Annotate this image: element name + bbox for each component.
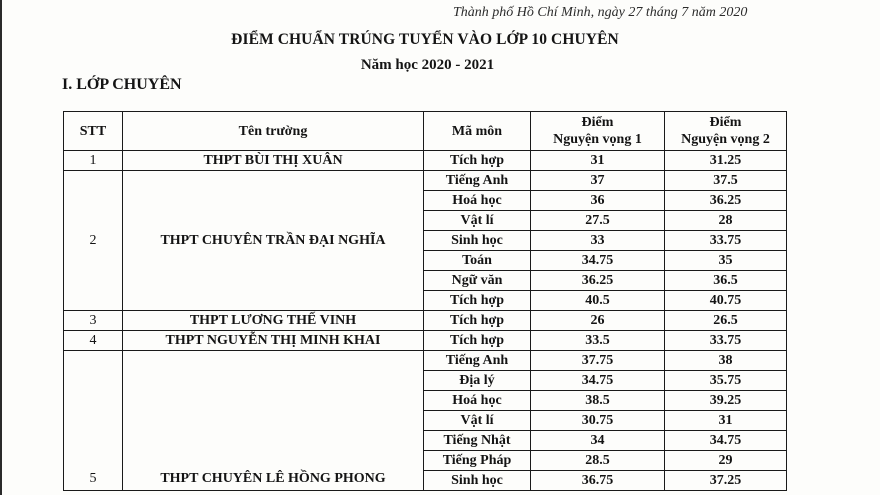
subject-cell: Ngữ văn	[424, 271, 531, 291]
scan-edge-line	[0, 0, 2, 495]
nv1-score-cell: 34.75	[531, 371, 665, 391]
subject-cell: Tích hợp	[424, 151, 531, 171]
header-school: Tên trường	[123, 112, 424, 151]
nv2-score-cell: 37.25	[665, 471, 787, 491]
nv2-score-cell: 33.75	[665, 231, 787, 251]
nv1-score-cell: 36	[531, 191, 665, 211]
nv1-score-cell: 33.5	[531, 331, 665, 351]
nv2-score-cell: 26.5	[665, 311, 787, 331]
stt-cell: 3	[64, 311, 123, 331]
school-name-cell: THPT CHUYÊN TRẦN ĐẠI NGHĨA	[123, 171, 424, 311]
table-row	[64, 351, 787, 371]
table-row	[64, 171, 787, 191]
nv2-score-cell: 36.25	[665, 191, 787, 211]
header-subject: Mã môn	[424, 112, 531, 151]
nv1-score-cell: 30.75	[531, 411, 665, 431]
subject-cell: Hoá học	[424, 391, 531, 411]
nv1-score-cell: 37.75	[531, 351, 665, 371]
subject-cell: Tiếng Anh	[424, 351, 531, 371]
header-nv1-line2: Nguyện vọng 1	[553, 132, 642, 147]
nv2-score-cell: 40.75	[665, 291, 787, 311]
nv2-score-cell: 36.5	[665, 271, 787, 291]
school-year	[0, 57, 880, 74]
nv1-score-cell: 37	[531, 171, 665, 191]
school-name-cell: THPT LƯƠNG THẾ VINH	[123, 311, 424, 331]
subject-cell: Toán	[424, 251, 531, 271]
school-name-cell: THPT CHUYÊN LÊ HỒNG PHONG	[123, 351, 424, 491]
school-year-text: Năm học 2020 - 2021	[360, 57, 495, 73]
table-row	[64, 311, 787, 331]
nv2-score-cell: 33.75	[665, 331, 787, 351]
subject-cell: Tiếng Pháp	[424, 451, 531, 471]
admission-scores-table	[63, 111, 787, 491]
stt-cell: 4	[64, 331, 123, 351]
subject-cell: Tích hợp	[424, 311, 531, 331]
nv1-score-cell: 34	[531, 431, 665, 451]
nv2-score-cell: 38	[665, 351, 787, 371]
nv1-score-cell: 36.25	[531, 271, 665, 291]
table-header-row	[64, 112, 787, 151]
nv1-score-cell: 38.5	[531, 391, 665, 411]
nv2-score-cell: 28	[665, 211, 787, 231]
school-name-cell: THPT BÙI THỊ XUÂN	[123, 151, 424, 171]
stt-cell: 5	[64, 351, 123, 491]
nv1-score-cell: 33	[531, 231, 665, 251]
nv2-score-cell: 34.75	[665, 431, 787, 451]
nv1-score-cell: 40.5	[531, 291, 665, 311]
document-title	[0, 31, 880, 49]
nv2-score-cell: 35	[665, 251, 787, 271]
header-nv1-line1: Điểm	[581, 115, 614, 130]
nv2-score-cell: 39.25	[665, 391, 787, 411]
subject-cell: Tiếng Nhật	[424, 431, 531, 451]
section-heading: I. LỚP CHUYÊN	[62, 76, 182, 93]
stt-cell: 2	[64, 171, 123, 311]
stt-cell: 1	[64, 151, 123, 171]
document-title-text: ĐIỂM CHUẨN TRÚNG TUYỂN VÀO LỚP 10 CHUYÊN	[231, 31, 619, 48]
subject-cell: Địa lý	[424, 371, 531, 391]
nv1-score-cell: 26	[531, 311, 665, 331]
nv2-score-cell: 31	[665, 411, 787, 431]
table-row	[64, 151, 787, 171]
nv1-score-cell: 36.75	[531, 471, 665, 491]
nv2-score-cell: 37.5	[665, 171, 787, 191]
subject-cell: Hoá học	[424, 191, 531, 211]
subject-cell: Sinh học	[424, 471, 531, 491]
nv2-score-cell: 31.25	[665, 151, 787, 171]
subject-cell: Vật lí	[424, 411, 531, 431]
subject-cell: Sinh học	[424, 231, 531, 251]
header-nv2	[665, 112, 787, 151]
subject-cell: Tích hợp	[424, 331, 531, 351]
header-nv1	[531, 112, 665, 151]
subject-cell: Tiếng Anh	[424, 171, 531, 191]
school-name-cell: THPT NGUYỄN THỊ MINH KHAI	[123, 331, 424, 351]
header-stt: STT	[64, 112, 123, 151]
nv2-score-cell: 29	[665, 451, 787, 471]
subject-cell: Vật lí	[424, 211, 531, 231]
nv1-score-cell: 34.75	[531, 251, 665, 271]
subject-cell: Tích hợp	[424, 291, 531, 311]
table-row	[64, 331, 787, 351]
nv1-score-cell: 31	[531, 151, 665, 171]
nv1-score-cell: 27.5	[531, 211, 665, 231]
date-line: Thành phố Hồ Chí Minh, ngày 27 tháng 7 năm 2020	[453, 5, 748, 20]
nv2-score-cell: 35.75	[665, 371, 787, 391]
header-nv2-line2: Nguyện vọng 2	[681, 132, 770, 147]
header-nv2-line1: Điểm	[709, 115, 742, 130]
nv1-score-cell: 28.5	[531, 451, 665, 471]
